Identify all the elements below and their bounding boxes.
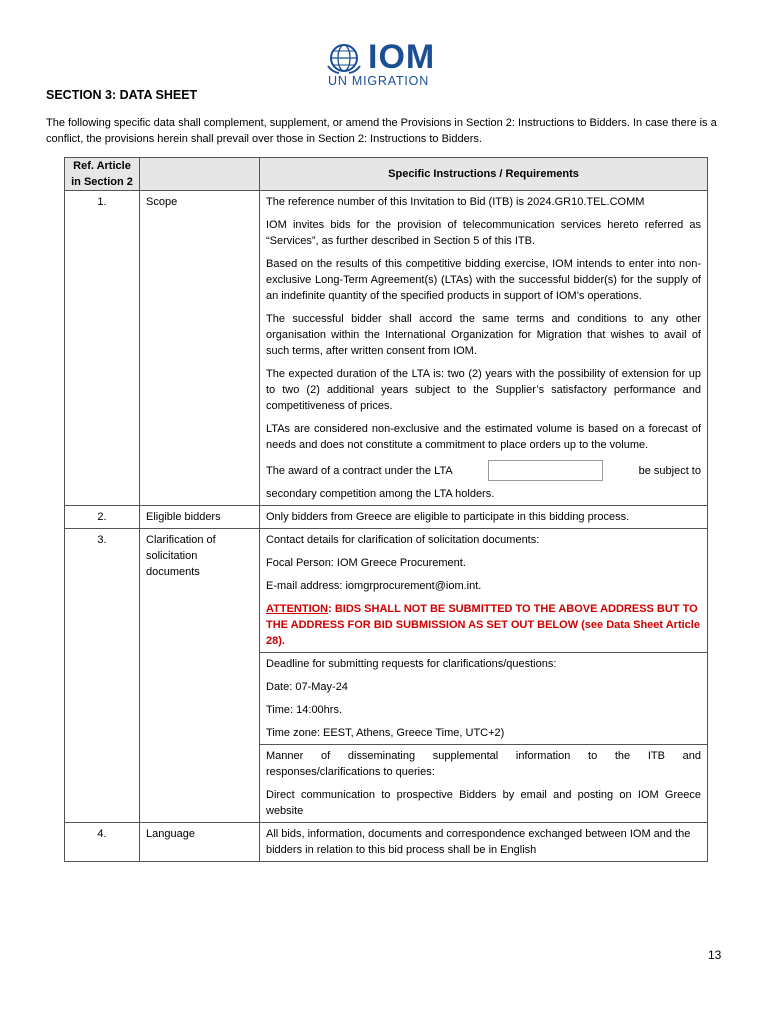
table-row [65, 191, 708, 506]
paragraph: IOM invites bids for the provision of telecommunication services hereto referred as “Services”, as further described in Section 5 of this ITB. [266, 219, 701, 247]
row-label: Language [140, 823, 260, 862]
header-empty [140, 158, 260, 191]
award-line [266, 460, 701, 481]
row-number: 2. [65, 506, 140, 529]
row-content [260, 529, 708, 653]
attention-label: ATTENTION [266, 603, 329, 615]
row-number: 4. [65, 823, 140, 862]
iom-emblem-icon [326, 42, 366, 76]
row-content [260, 191, 708, 506]
header-ref-article: Ref. Article in Section 2 [65, 158, 140, 191]
paragraph: Date: 07-May-24 [266, 681, 348, 693]
award-text-after: be subject to [638, 464, 701, 477]
paragraph: The successful bidder shall accord the same terms and conditions to any other organisation within the International Organization for Migration that wishes to avail of such terms, after written consent from IOM. [266, 313, 701, 357]
paragraph: Time: 14:00hrs. [266, 704, 343, 716]
attention-warning [266, 601, 701, 649]
award-dropdown-field[interactable] [488, 460, 603, 481]
row-content: Only bidders from Greece are eligible to participate in this bidding process. [260, 506, 708, 529]
page-number: 13 [708, 948, 722, 962]
logo-title: IOM [368, 38, 436, 76]
paragraph: Manner of disseminating supplemental information to the ITB and responses/clarifications to queries: [266, 750, 701, 778]
header-instructions: Specific Instructions / Requirements [260, 158, 708, 191]
row-content [260, 745, 708, 823]
paragraph: secondary competition among the LTA holders. [266, 488, 495, 500]
paragraph: Focal Person: IOM Greece Procurement. [266, 557, 466, 569]
section-title: SECTION 3: DATA SHEET [46, 88, 198, 102]
table-row [65, 506, 708, 529]
row-label: Clarification of solicitation documents [140, 529, 260, 823]
table-row [65, 823, 708, 862]
row-label: Scope [140, 191, 260, 506]
row-number: 1. [65, 191, 140, 506]
attention-text: : BIDS SHALL NOT BE SUBMITTED TO THE ABOVE ADDRESS BUT TO THE ADDRESS FOR BID SUBMISSION AS SET OUT BELOW (see Data Sheet Article 28). [266, 603, 700, 647]
logo-subtitle: UN MIGRATION [328, 74, 430, 88]
paragraph: LTAs are considered non-exclusive and the estimated volume is based on a forecast of needs and does not constitute a commitment to place orders up to the volume. [266, 423, 701, 451]
row-content [260, 653, 708, 745]
paragraph: Contact details for clarification of solicitation documents: [266, 534, 540, 546]
paragraph: E-mail address: iomgrprocurement@iom.int. [266, 580, 482, 592]
award-text-before: The award of a contract under the LTA [266, 464, 453, 477]
intro-paragraph: The following specific data shall complement, supplement, or amend the Provisions in Section 2: Instructions to Bidders. In case there is a conflict, the provisions herein shall prevail over those in Section 2: Instructions to Bidders. [46, 117, 717, 145]
row-label: Eligible bidders [140, 506, 260, 529]
paragraph: The reference number of this Invitation to Bid (ITB) is 2024.GR10.TEL.COMM [266, 196, 645, 208]
paragraph: The expected duration of the LTA is: two (2) years with the possibility of extension for up to two (2) additional years subject to the Supplier’s satisfactory performance and competitiveness of prices. [266, 368, 701, 412]
data-sheet-table [64, 157, 708, 862]
paragraph: Deadline for submitting requests for clarifications/questions: [266, 658, 557, 670]
paragraph: Direct communication to prospective Bidders by email and posting on IOM Greece website [266, 789, 701, 817]
table-header-row [65, 158, 708, 191]
paragraph: Time zone: EEST, Athens, Greece Time, UTC+2) [266, 727, 505, 739]
iom-logo [326, 38, 446, 88]
row-content: All bids, information, documents and correspondence exchanged between IOM and the bidders in relation to this bid process shall be in English [260, 823, 708, 862]
table-row [65, 529, 708, 653]
paragraph: Based on the results of this competitive bidding exercise, IOM intends to enter into non-exclusive Long-Term Agreement(s) (LTAs) with the successful bidder(s) for the supply of an indefinite quantity of the specified products in support of IOM’s operations. [266, 258, 701, 302]
row-number: 3. [65, 529, 140, 823]
